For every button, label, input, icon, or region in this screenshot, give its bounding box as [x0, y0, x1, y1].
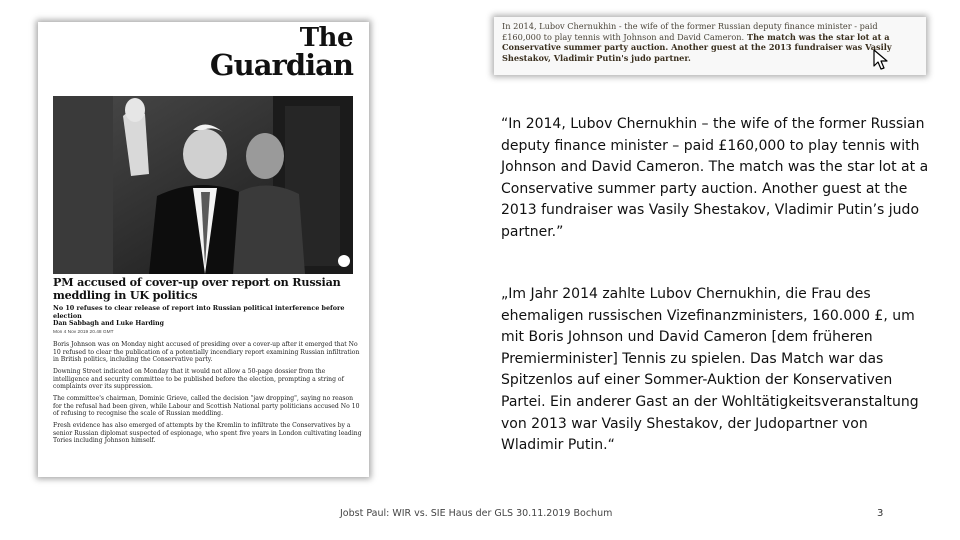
article-excerpt-screenshot — [494, 17, 926, 75]
article-headline: PM accused of cover-up over report on Russian meddling in UK politics — [53, 275, 341, 302]
mouse-pointer-icon — [873, 49, 889, 71]
slide-footer: Jobst Paul: WIR vs. SIE Haus der GLS 30.11.2019 Bochum — [340, 508, 613, 519]
masthead-the: The — [299, 23, 353, 53]
guardian-masthead — [209, 23, 353, 83]
article-paragraph: Fresh evidence has also emerged of attempts by the Kremlin to infiltrate the Conservatives by a senior Russian diplomat suspected of espionage, who spent five years in London cultivating leading Tories including Johnson himself. — [53, 422, 362, 445]
article-body — [53, 341, 363, 449]
excerpt-text-highlighted: The match was the star lot at a Conservative summer party auction. Another guest at the 2013 fundraiser was Vasily Shestakov, Vladimir Putin's judo partner. — [502, 31, 892, 63]
article-date: Mon 4 Nov 2019 20.48 GMT — [53, 330, 114, 335]
article-byline: Dan Sabbagh and Luke Harding — [53, 320, 164, 327]
article-standfirst: No 10 refuses to clear release of report into Russian political interference before election — [53, 304, 345, 320]
quote-german: „Im Jahr 2014 zahlte Lubov Chernukhin, die Frau des ehemaligen russischen Vizefinanzministers, 160.000 £, um mit Boris Johnson und David Cameron [dem früheren Premierminister] Tennis zu spielen. Das Match war das Spitzenlos auf einer Sommer-Auktion der Konservativen Partei. Ein anderer Gast an der Wohltätigkeitsveranstaltung von 2013 war Vasily Shestakov, der Judopartner von Wladimir Putin.“ — [501, 286, 919, 454]
slide-page-number: 3 — [877, 508, 884, 519]
masthead-name: Guardian — [209, 48, 353, 83]
guardian-article-clipping — [38, 22, 369, 477]
article-paragraph: The committee's chairman, Dominic Grieve, called the decision "jaw dropping", saying no reason for the refusal had been given, while Labour and Scottish National party politicians accused No 10 of refusing to recognise the scale of Russian meddling. — [53, 395, 360, 418]
excerpt-text-plain: In 2014, Lubov Chernukhin - the wife of the former Russian deputy finance minister - paid £160,000 to play tennis with Johnson and David Cameron. — [502, 21, 878, 42]
article-photo — [53, 96, 353, 274]
article-paragraph: Boris Johnson was on Monday night accused of presiding over a cover-up after it emerged that No 10 refused to clear the publication of a potentially incendiary report examining Russian infiltration in British politics, including the Conservative party. — [53, 341, 360, 364]
article-paragraph: Downing Street indicated on Monday that it would not allow a 50-page dossier from the intelligence and security committee to be published before the election, prompting a string of complaints over its suppression. — [53, 368, 344, 391]
quote-english: “In 2014, Lubov Chernukhin – the wife of the former Russian deputy finance minister – paid £160,000 to play tennis with Johnson and David Cameron. The match was the star lot at a Conservative summer party auction. Another guest at the 2013 fundraiser was Vasily Shestakov, Vladimir Putin’s judo partner.” — [501, 116, 929, 240]
